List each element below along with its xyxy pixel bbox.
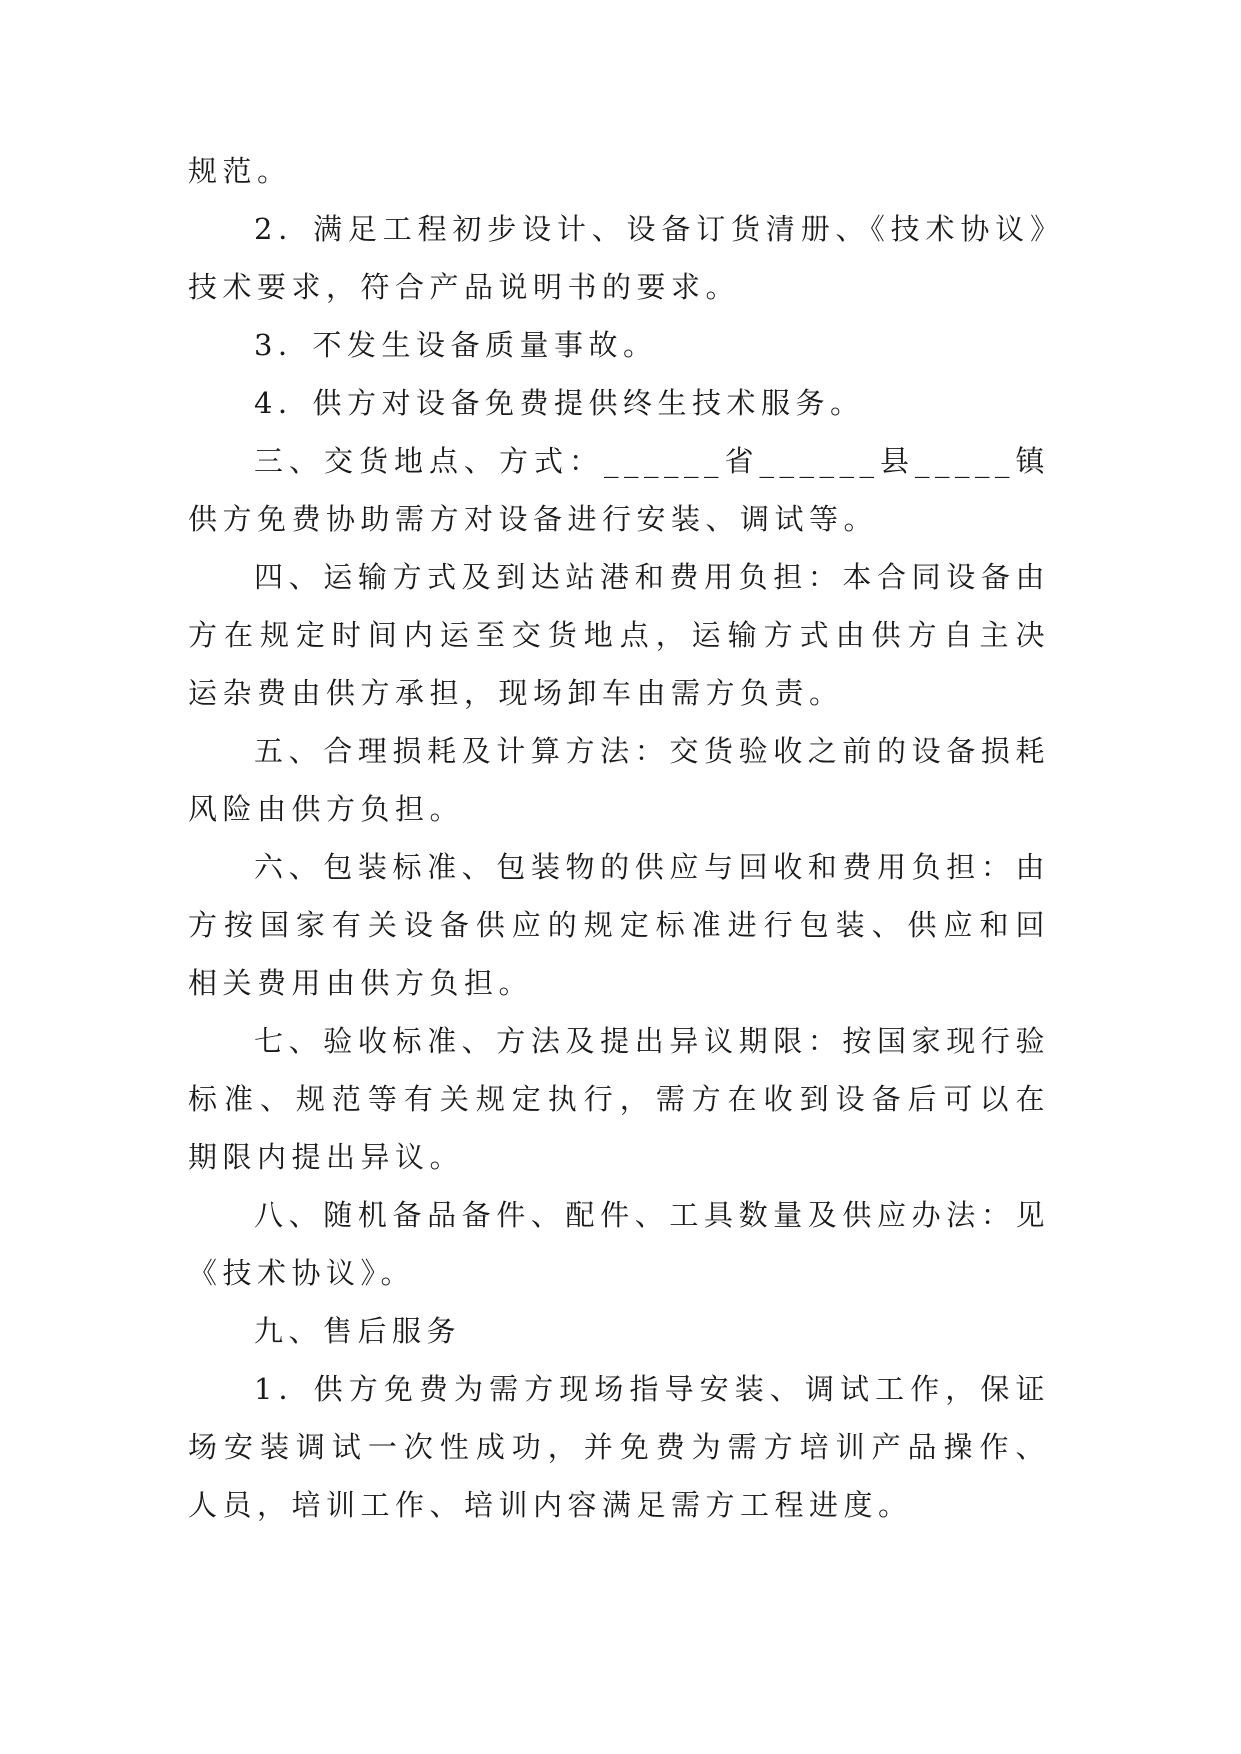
paragraph-line: 标准、规范等有关规定执行，需方在收到设备后可以在 — [188, 1082, 1050, 1116]
paragraph-line: 2．满足工程初步设计、设备订货清册、《技术协议》 — [254, 212, 1050, 246]
paragraph-line: 技术要求，符合产品说明书的要求。 — [188, 270, 741, 304]
paragraph-line: 八、随机备品备件、配件、工具数量及供应办法：见 — [254, 1198, 1050, 1232]
paragraph-line: 方在规定时间内运至交货地点，运输方式由供方自主决 — [188, 618, 1050, 652]
paragraph-line: 规范。 — [188, 154, 292, 188]
paragraph-line: 相关费用由供方负担。 — [188, 966, 534, 1000]
paragraph-line: 1．供方免费为需方现场指导安装、调试工作，保证 — [254, 1372, 1050, 1406]
paragraph-line: 风险由供方负担。 — [188, 792, 465, 826]
paragraph-line: 方按国家有关设备供应的规定标准进行包装、供应和回 — [188, 908, 1050, 942]
paragraph-line: 3．不发生设备质量事故。 — [254, 328, 658, 362]
document-body — [188, 152, 1050, 1525]
paragraph-line: 运杂费由供方承担，现场卸车由需方负责。 — [188, 676, 844, 710]
paragraph-line: 4．供方对设备免费提供终生技术服务。 — [254, 386, 865, 420]
paragraph-line: 六、包装标准、包装物的供应与回收和费用负担：由 — [254, 850, 1050, 884]
section-heading: 九、售后服务 — [254, 1314, 462, 1348]
paragraph-line: 三、交货地点、方式：______省______县_____镇 — [254, 444, 1050, 478]
paragraph-line: 七、验收标准、方法及提出异议期限：按国家现行验 — [254, 1024, 1050, 1058]
paragraph-line: 四、运输方式及到达站港和费用负担：本合同设备由 — [254, 560, 1050, 594]
paragraph-line: 五、合理损耗及计算方法：交货验收之前的设备损耗 — [254, 734, 1050, 768]
paragraph-line: 场安装调试一次性成功，并免费为需方培训产品操作、 — [188, 1430, 1050, 1464]
paragraph-line: 《技术协议》。 — [188, 1256, 416, 1290]
paragraph-line: 人员，培训工作、培训内容满足需方工程进度。 — [188, 1488, 913, 1522]
paragraph-line: 期限内提出异议。 — [188, 1140, 465, 1174]
paragraph-line: 供方免费协助需方对设备进行安装、调试等。 — [188, 502, 879, 536]
